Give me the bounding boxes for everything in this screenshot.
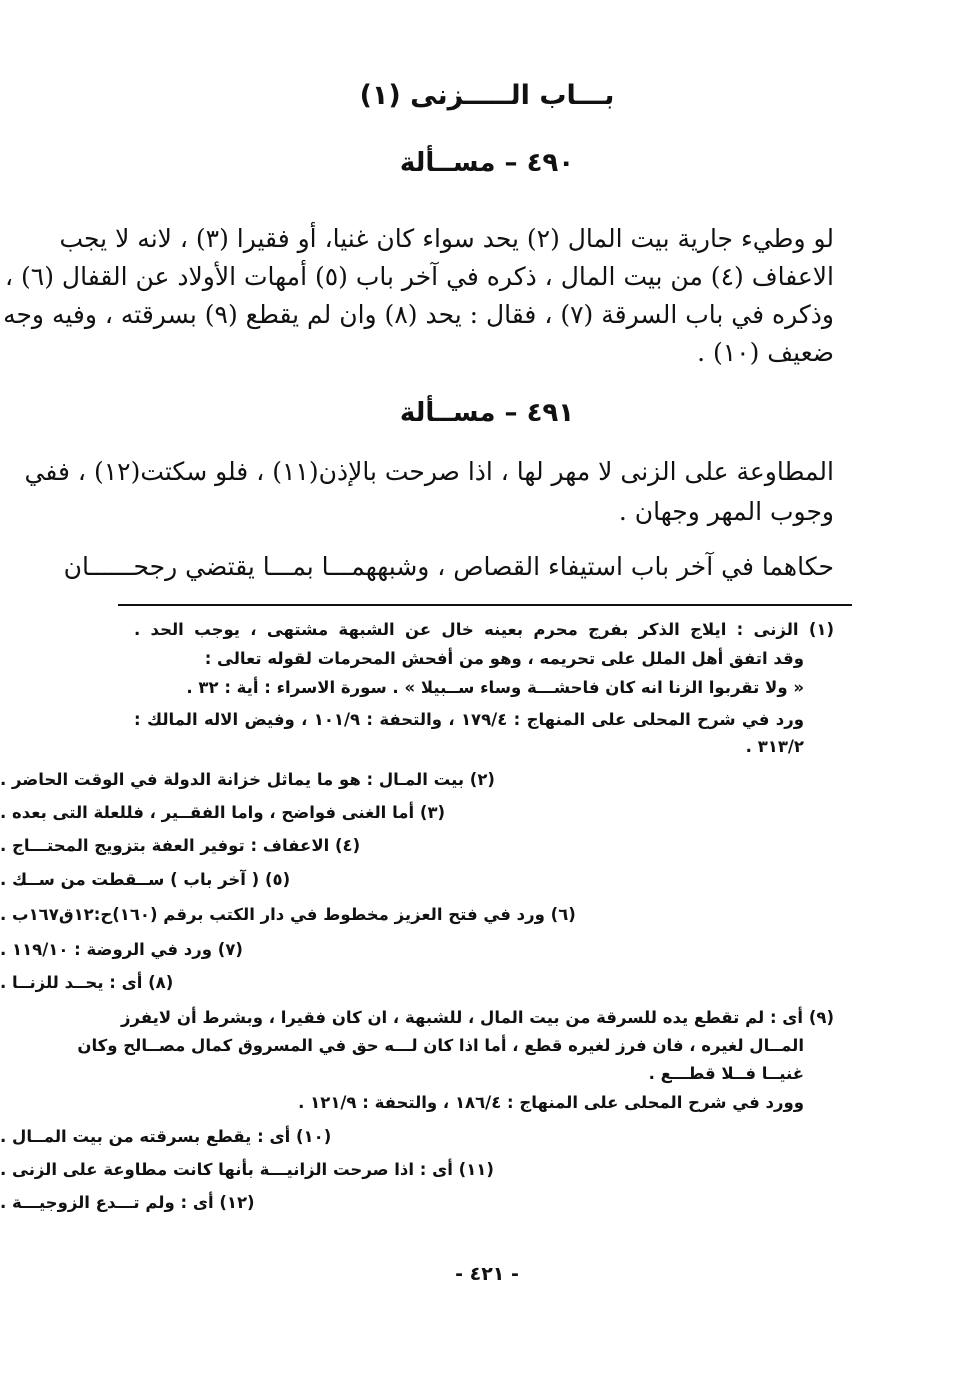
footnote-line: (١٢) أى : ولم تـــدع الزوجيـــة . xyxy=(0,1193,255,1212)
footnote-line: غنيــا فــلا قطـــع . xyxy=(648,1064,804,1083)
footnote-separator xyxy=(118,604,852,606)
footnote-line: (٩) أى : لم تقطع يده للسرقة من بيت المال ، للشبهة ، ان كان فقيرا ، وبشرط أن لايفرز xyxy=(121,1008,834,1027)
body-line: لو وطيء جارية بيت المال (٢) يحد سواء كان غنيا، أو فقيرا (٣) ، لانه لا يجب xyxy=(59,224,834,253)
section-heading-491: ٤٩١ – مســألة xyxy=(399,398,575,428)
footnote-line: (٢) بيت المـال : هو ما يماثل خزانة الدولة في الوقت الحاضر . xyxy=(0,770,495,789)
body-line: المطاوعة على الزنى لا مهر لها ، اذا صرحت بالإذن(١١) ، فلو سكتت(١٢) ، ففي xyxy=(24,457,834,486)
chapter-title: بـــاب الـــــزنى (١) xyxy=(359,80,615,111)
footnote-line: وقد اتفق أهل الملل على تحريمه ، وهو من أفحش المحرمات لقوله تعالى : xyxy=(204,649,804,668)
footnote-line: ورد في شرح المحلى على المنهاج : ١٧٩/٤ ، والتحفة : ١٠١/٩ ، وفيض الاله المالك : xyxy=(134,710,804,729)
footnote-line: (٧) ورد في الروضة : ١١٩/١٠ . xyxy=(0,940,243,959)
footnote-line: المــال لغيره ، فان فرز لغيره قطع ، أما اذا كان لـــه حق في المسروق كمال مصــالح وكان xyxy=(77,1036,804,1055)
footnote-line: « ولا تقربوا الزنا انه كان فاحشـــة وساء ســبيلا » . سورة الاسراء : أية : ٣٢ . xyxy=(186,678,804,697)
body-line: حكاهما في آخر باب استيفاء القصاص ، وشبههمـــا بمـــا يقتضي رجحــــــان xyxy=(63,552,834,581)
body-line: الاعفاف (٤) من بيت المال ، ذكره في آخر باب (٥) أمهات الأولاد عن القفال (٦) ، xyxy=(5,262,834,291)
body-line: وجوب المهر وجهان . xyxy=(618,497,834,526)
page-number: - ٤٢١ - xyxy=(455,1263,519,1285)
footnote-line: ٣١٣/٢ . xyxy=(745,737,804,756)
footnote-line: (١) الزنى : ايلاج الذكر بفرج محرم بعينه خال عن الشبهة مشتهى ، يوجب الحد . xyxy=(134,620,834,639)
footnote-line: (٤) الاعفاف : توفير العفة بتزويج المحتـــاج . xyxy=(0,836,361,855)
footnote-line: (٨) أى : يحــد للزنــا . xyxy=(0,973,174,992)
footnote-line: (٦) ورد في فتح العزيز مخطوط في دار الكتب برقم (١٦٠)ح:١٢ق١٦٧ب . xyxy=(0,905,576,924)
footnote-line: (٣) أما الغنى فواضح ، واما الفقــير ، فللعلة التى بعده . xyxy=(0,803,446,822)
footnote-line: (١٠) أى : يقطع بسرقته من بيت المــال . xyxy=(0,1127,332,1146)
section-heading-490: ٤٩٠ – مســألة xyxy=(399,148,575,178)
body-line: ضعيف (١٠) . xyxy=(697,338,834,367)
footnote-line: وورد في شرح المحلى على المنهاج : ١٨٦/٤ ، والتحفة : ١٢١/٩ . xyxy=(298,1093,804,1112)
body-line: وذكره في باب السرقة (٧) ، فقال : يحد (٨) وان لم يقطع (٩) بسرقته ، وفيه وجه xyxy=(3,300,834,329)
footnote-line: (١١) أى : اذا صرحت الزانيـــة بأنها كانت مطاوعة على الزنى . xyxy=(0,1160,494,1179)
footnote-line: (٥) ( آخر باب ) ســقطت من ســك . xyxy=(0,870,291,889)
